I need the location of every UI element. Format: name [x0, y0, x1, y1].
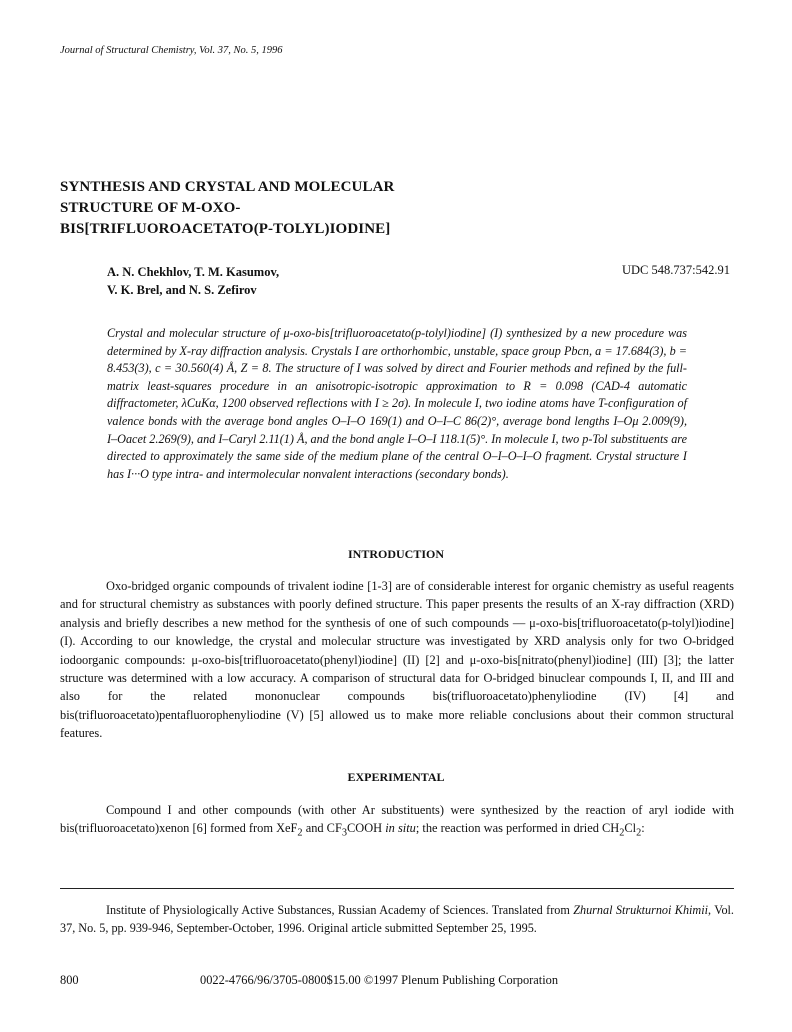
experimental-paragraph — [60, 801, 734, 843]
authors-line-2: V. K. Brel, and N. S. Zefirov — [107, 283, 257, 297]
title-line-3: BIS[TRIFLUOROACETATO(P-TOLYL)IODINE] — [60, 221, 391, 237]
footnote-text-b: , Vol. 37, No. 5, pp. 939-946, September-October, 1996. Original article submitted September 25, 1995. — [60, 903, 734, 935]
affiliation-footnote — [60, 902, 734, 937]
abstract: Crystal and molecular structure of μ-oxo-bis[trifluoroacetato(p-tolyl)iodine] (I) synthesized by a new procedure was determined by X-ray diffraction analysis. Crystals I are orthorhombic, unstable, space group Pbcn, a = 17.684(3), b = 8.453(3), c = 30.560(4) Å, Z = 8. The structure of I was solved by direct and Fourier methods and refined by the full-matrix least-squares procedure in an anisotropic-isotropic approximation to R = 0.098 (CAD-4 automatic diffractometer, λCuKα, 1200 observed reflections with I ≥ 2σ). In molecule I, two iodine atoms have T-configuration of valence bonds with the average bond angles O–I–O 169(1) and O–I–C 86(2)°, average bond lengths I–Oμ 2.009(9), I–Oacet 2.269(9), and I–Caryl 2.11(1) Å, and the bond angle I–O–I 118.1(5)°. In molecule I, two p-Tol substituents are directed to approximately the same side of the medium plane of the central O–I–O–I–O fragment. Crystal structure I has I···O type intra- and intermolecular nonvalent interactions (secondary bonds). — [107, 326, 687, 481]
experimental-text-f: : — [641, 821, 645, 836]
copyright-line: 0022-4766/96/3705-0800$15.00 ©1997 Plenum Publishing Corporation — [200, 973, 559, 987]
experimental-heading: EXPERIMENTAL — [347, 770, 445, 784]
authors-line-1: A. N. Chekhlov, T. M. Kasumov, — [107, 265, 280, 279]
experimental-in-situ: in situ — [385, 821, 416, 836]
experimental-text-d: ; the reaction was performed in dried CH — [415, 821, 620, 836]
experimental-text-c: COOH — [347, 821, 386, 836]
title-line-2: STRUCTURE OF Μ-OXO- — [60, 200, 241, 216]
footnote-text-a: Institute of Physiologically Active Substances, Russian Academy of Sciences. Translated from — [106, 903, 574, 917]
footnote-divider — [60, 888, 734, 889]
experimental-text-e: Cl — [624, 821, 637, 836]
author-list — [107, 263, 279, 299]
experimental-sub-c: 2 — [619, 827, 625, 839]
experimental-sub-d: 2 — [636, 827, 642, 839]
introduction-heading: INTRODUCTION — [347, 547, 444, 561]
journal-header: Journal of Structural Chemistry, Vol. 37, No. 5, 1996 — [60, 45, 283, 56]
introduction-paragraph: Oxo-bridged organic compounds of trivalent iodine [1-3] are of considerable interest for organic chemistry as useful reagents and for structural chemistry as substances with poorly defined structure. This paper presents the results of an X-ray diffraction (XRD) analysis and briefly describes a new method for the synthesis of one of such compounds — μ-oxo-bis[trifluoroacetato(p-tolyl)iodine] (I). According to our knowledge, the crystal and molecular structure was investigated by XRD analysis only for two O-bridged iodoorganic compounds: μ-oxo-bis[trifluoroacetato(phenyl)iodine] (II) [2] and μ-oxo-bis[nitrato(phenyl)iodine] (III) [3]; the latter structure was determined with a low accuracy. A comparison of structural data for O-bridged binuclear compounds I, II, and III and also for the related mononuclear compounds bis(trifluoroacetato)phenyliodine (IV) [4] and bis(trifluoroacetato)pentafluorophenyliodine (V) [5] allowed us to make more reliable conclusions about their common structural features. — [60, 579, 734, 741]
page-number: 800 — [60, 973, 79, 987]
udc-code: UDC 548.737:542.91 — [622, 263, 730, 277]
experimental-text-b: and CF — [302, 821, 342, 836]
paper-title — [60, 177, 480, 240]
footnote-journal-ru: Zhurnal Strukturnoi Khimii — [573, 903, 708, 917]
experimental-sub-b: 3 — [341, 827, 348, 839]
title-line-1: SYNTHESIS AND CRYSTAL AND MOLECULAR — [60, 179, 395, 195]
experimental-text-a: Compound I and other compounds (with other Ar substituents) were synthesized by the reaction of aryl iodide with bis(trifluoroacetato)xenon [6] formed from XeF — [60, 803, 734, 836]
experimental-sub-a: 2 — [297, 827, 303, 839]
